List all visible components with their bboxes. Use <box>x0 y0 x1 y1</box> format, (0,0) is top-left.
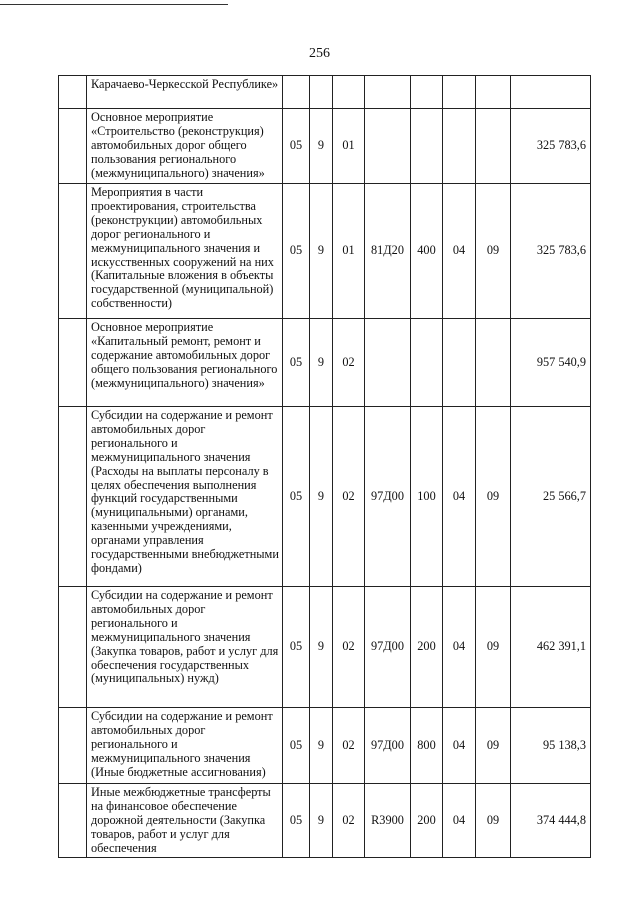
code-cell <box>476 109 511 184</box>
table-row <box>59 587 591 708</box>
page-number: 256 <box>309 46 330 61</box>
code-cell: 800 <box>411 708 443 784</box>
code-cell: 400 <box>411 184 443 319</box>
code-cell: 04 <box>443 407 476 587</box>
code-cell: 9 <box>310 708 333 784</box>
code-cell: 09 <box>476 407 511 587</box>
code-cell: 05 <box>283 784 310 858</box>
row-marker-cell <box>59 784 87 858</box>
code-cell: 02 <box>333 407 365 587</box>
code-cell: 04 <box>443 708 476 784</box>
amount-cell: 374 444,8 <box>511 784 591 858</box>
code-cell: 9 <box>310 587 333 708</box>
code-cell: 05 <box>283 708 310 784</box>
code-cell: 04 <box>443 784 476 858</box>
amount-cell: 25 566,7 <box>511 407 591 587</box>
code-cell: 01 <box>333 109 365 184</box>
description-cell: Иные межбюджетные трансферты на финансовое обеспечение дорожной деятельности (Закупка товаров, работ и услуг для обеспечения <box>87 784 283 858</box>
code-cell <box>310 76 333 109</box>
code-cell: 200 <box>411 587 443 708</box>
code-cell: 05 <box>283 319 310 407</box>
code-cell: 9 <box>310 784 333 858</box>
code-cell: 81Д20 <box>365 184 411 319</box>
code-cell <box>411 319 443 407</box>
amount-cell: 957 540,9 <box>511 319 591 407</box>
code-cell <box>411 76 443 109</box>
description-cell: Основное мероприятие «Строительство (реконструкция) автомобильных дорог общего пользования регионального (межмуниципального) значения» <box>87 109 283 184</box>
table-row <box>59 109 591 184</box>
description-cell: Мероприятия в части проектирования, строительства (реконструкции) автомобильных дорог регионального и межмуниципального значения и искусственных сооружений на них (Капитальные вложения в объекты государственной (муниципальной) собственности) <box>87 184 283 319</box>
row-marker-cell <box>59 76 87 109</box>
code-cell: R3900 <box>365 784 411 858</box>
code-cell: 97Д00 <box>365 407 411 587</box>
table-row <box>59 184 591 319</box>
amount-cell <box>511 76 591 109</box>
code-cell <box>365 76 411 109</box>
table-row <box>59 784 591 858</box>
code-cell <box>476 319 511 407</box>
code-cell <box>365 109 411 184</box>
code-cell: 9 <box>310 319 333 407</box>
top-rule <box>0 4 228 5</box>
code-cell: 04 <box>443 587 476 708</box>
code-cell: 100 <box>411 407 443 587</box>
code-cell: 04 <box>443 184 476 319</box>
code-cell <box>443 109 476 184</box>
code-cell: 09 <box>476 587 511 708</box>
code-cell: 05 <box>283 587 310 708</box>
code-cell: 01 <box>333 184 365 319</box>
description-cell: Субсидии на содержание и ремонт автомобильных дорог регионального и межмуниципального значения (Закупка товаров, работ и услуг для обеспечения государственных (муниципальных) нужд) <box>87 587 283 708</box>
row-marker-cell <box>59 407 87 587</box>
code-cell <box>411 109 443 184</box>
code-cell <box>283 76 310 109</box>
code-cell: 9 <box>310 407 333 587</box>
code-cell: 09 <box>476 708 511 784</box>
code-cell <box>476 76 511 109</box>
code-cell: 09 <box>476 184 511 319</box>
code-cell <box>443 319 476 407</box>
code-cell <box>365 319 411 407</box>
table-row <box>59 319 591 407</box>
row-marker-cell <box>59 109 87 184</box>
code-cell: 97Д00 <box>365 708 411 784</box>
code-cell: 05 <box>283 407 310 587</box>
code-cell: 02 <box>333 587 365 708</box>
code-cell: 05 <box>283 184 310 319</box>
row-marker-cell <box>59 587 87 708</box>
amount-cell: 325 783,6 <box>511 109 591 184</box>
row-marker-cell <box>59 708 87 784</box>
row-marker-cell <box>59 184 87 319</box>
code-cell <box>443 76 476 109</box>
code-cell <box>333 76 365 109</box>
code-cell: 02 <box>333 784 365 858</box>
description-cell: Карачаево-Черкесской Республике» <box>87 76 283 109</box>
code-cell: 200 <box>411 784 443 858</box>
code-cell: 09 <box>476 784 511 858</box>
table-row <box>59 407 591 587</box>
row-marker-cell <box>59 319 87 407</box>
amount-cell: 325 783,6 <box>511 184 591 319</box>
code-cell: 02 <box>333 708 365 784</box>
description-cell: Основное мероприятие «Капитальный ремонт, ремонт и содержание автомобильных дорог общего пользования регионального (межмуниципального) значения» <box>87 319 283 407</box>
amount-cell: 95 138,3 <box>511 708 591 784</box>
code-cell: 9 <box>310 184 333 319</box>
code-cell: 05 <box>283 109 310 184</box>
code-cell: 9 <box>310 109 333 184</box>
code-cell: 02 <box>333 319 365 407</box>
budget-table <box>58 75 591 858</box>
description-cell: Субсидии на содержание и ремонт автомобильных дорог регионального и межмуниципального значения (Расходы на выплаты персоналу в целях обеспечения выполнения функций государственными (муниципальными) органами, казенными учреждениями, органами управления государственными внебюджетными фондами) <box>87 407 283 587</box>
table-row <box>59 76 591 109</box>
amount-cell: 462 391,1 <box>511 587 591 708</box>
description-cell: Субсидии на содержание и ремонт автомобильных дорог регионального и межмуниципального значения (Иные бюджетные ассигнования) <box>87 708 283 784</box>
table-row <box>59 708 591 784</box>
code-cell: 97Д00 <box>365 587 411 708</box>
